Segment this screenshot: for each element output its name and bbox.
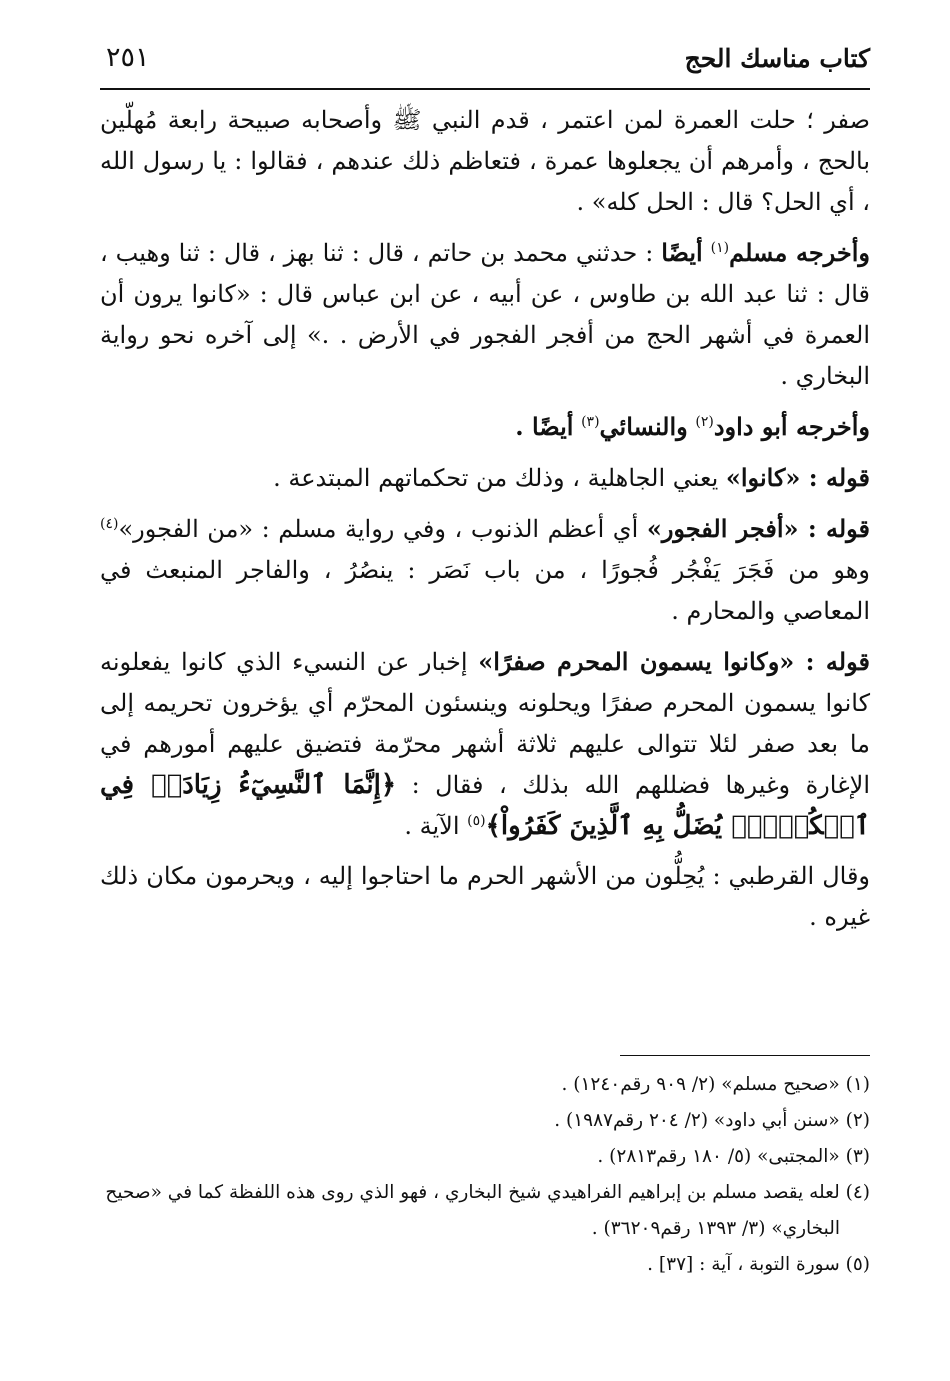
paragraph-3-c: أيضًا . xyxy=(515,412,574,441)
footnote-ref-1: (١) xyxy=(710,240,730,256)
paragraph-6-text: إخبار عن النسيء الذي كانوا يفعلونه كانوا يسمون المحرم صفرًا ويحلونه وينسئون المحرّم أي يؤخرون تحريمه إلى ما بعد صفر لئلا تتوالى عليهم ثلاثة أشهر محرّمة فتضيق عليهم أمورهم في الإغارة وغيرها فضللهم الله بذلك ، فقال : xyxy=(100,648,870,799)
paragraph-5-text1: أي أعظم الذنوب ، وفي رواية مسلم : «من الفجور» xyxy=(118,515,639,543)
footnote-2: (٢) «سنن أبي داود» (٢/ ٢٠٤ رقم١٩٨٧) . xyxy=(554,1110,870,1131)
paragraph-5 xyxy=(100,508,870,632)
paragraph-6-label: قوله : «وكانوا يسمون المحرم صفرًا» xyxy=(478,647,870,676)
paragraph-2 xyxy=(100,232,870,397)
paragraph-2-text: : حدثني محمد بن حاتم ، قال : ثنا بهز ، قال : ثنا وهيب ، قال : ثنا عبد الله بن طاوس ، عن أبيه ، عن ابن عباس قال : «كانوا يرون أن العمرة في أشهر الحج من أفجر الفجور في الأرض . .» إلى آخره نحو رواية البخاري . xyxy=(100,239,870,390)
paragraph-4-label: قوله : «كانوا» xyxy=(725,463,870,492)
footnote-ref-3: (٣) xyxy=(581,414,600,430)
paragraph-3-b: والنسائي xyxy=(599,412,688,441)
paragraph-4 xyxy=(100,457,870,499)
book-title: كتاب مناسك الحج xyxy=(684,44,870,73)
page-number: ٢٥١ xyxy=(106,42,150,73)
main-text xyxy=(100,100,870,947)
paragraph-7: وقال القرطبي : يُحِلُّون من الأشهر الحرم ما احتاجوا إليه ، ويحرمون مكان ذلك غيره . xyxy=(100,862,871,931)
footnote-1: (١) «صحيح مسلم» (٢/ ٩٠٩ رقم١٢٤٠) . xyxy=(561,1074,870,1095)
paragraph-6 xyxy=(100,641,870,847)
paragraph-5-label: قوله : «أفجر الفجور» xyxy=(646,514,870,543)
page-header xyxy=(100,40,870,90)
paragraph-5-text2: وهو من فَجَرَ يَفْجُر فُجورًا ، من باب نَصَر : ينصُرُ ، والفاجر المنبعث في المعاصي والمحارم . xyxy=(100,556,870,625)
footnote-ref-4: (٤) xyxy=(100,516,119,532)
footnotes xyxy=(100,1067,870,1283)
paragraph-2-lead: وأخرجه مسلم xyxy=(729,238,871,267)
footnote-4: (٤) لعله يقصد مسلم بن إبراهيم الفراهيدي شيخ البخاري ، فهو الذي روى هذه اللفظة كما في «صحيح البخاري» (٣/ ١٣٩٣ رقم٣٦٢٠٩) . xyxy=(105,1182,870,1239)
quran-verse: ﴿إِنَّمَا ٱلنَّسِيٓءُ زِيَادَةٞ فِي ٱلۡكُفۡرِۖ يُضَلُّ بِهِ ٱلَّذِينَ كَفَرُواْ﴾ xyxy=(100,770,870,841)
footnote-ref-2: (٢) xyxy=(695,414,714,430)
paragraph-6-tail: الآية . xyxy=(404,812,460,840)
footnote-3: (٣) «المجتبى» (٥/ ١٨٠ رقم٢٨١٣) . xyxy=(597,1146,870,1167)
paragraph-2-lead2: أيضًا xyxy=(661,238,703,267)
footnote-ref-5: (٥) xyxy=(467,813,486,829)
paragraph-3 xyxy=(100,406,870,448)
paragraph-3-a: وأخرجه أبو داود xyxy=(713,412,870,441)
paragraph-4-text: يعني الجاهلية ، وذلك من تحكماتهم المبتدعة . xyxy=(273,464,719,492)
footnote-separator xyxy=(620,1055,870,1056)
paragraph-1: صفر ؛ حلت العمرة لمن اعتمر ، قدم النبي ﷺ وأصحابه صبيحة رابعة مُهلّين بالحج ، وأمرهم أن يجعلوها عمرة ، فتعاظم ذلك عندهم ، فقالوا : يا رسول الله ، أي الحل؟ قال : الحل كله» . xyxy=(100,106,870,216)
footnote-5: (٥) سورة التوبة ، آية : [٣٧] . xyxy=(647,1254,870,1275)
